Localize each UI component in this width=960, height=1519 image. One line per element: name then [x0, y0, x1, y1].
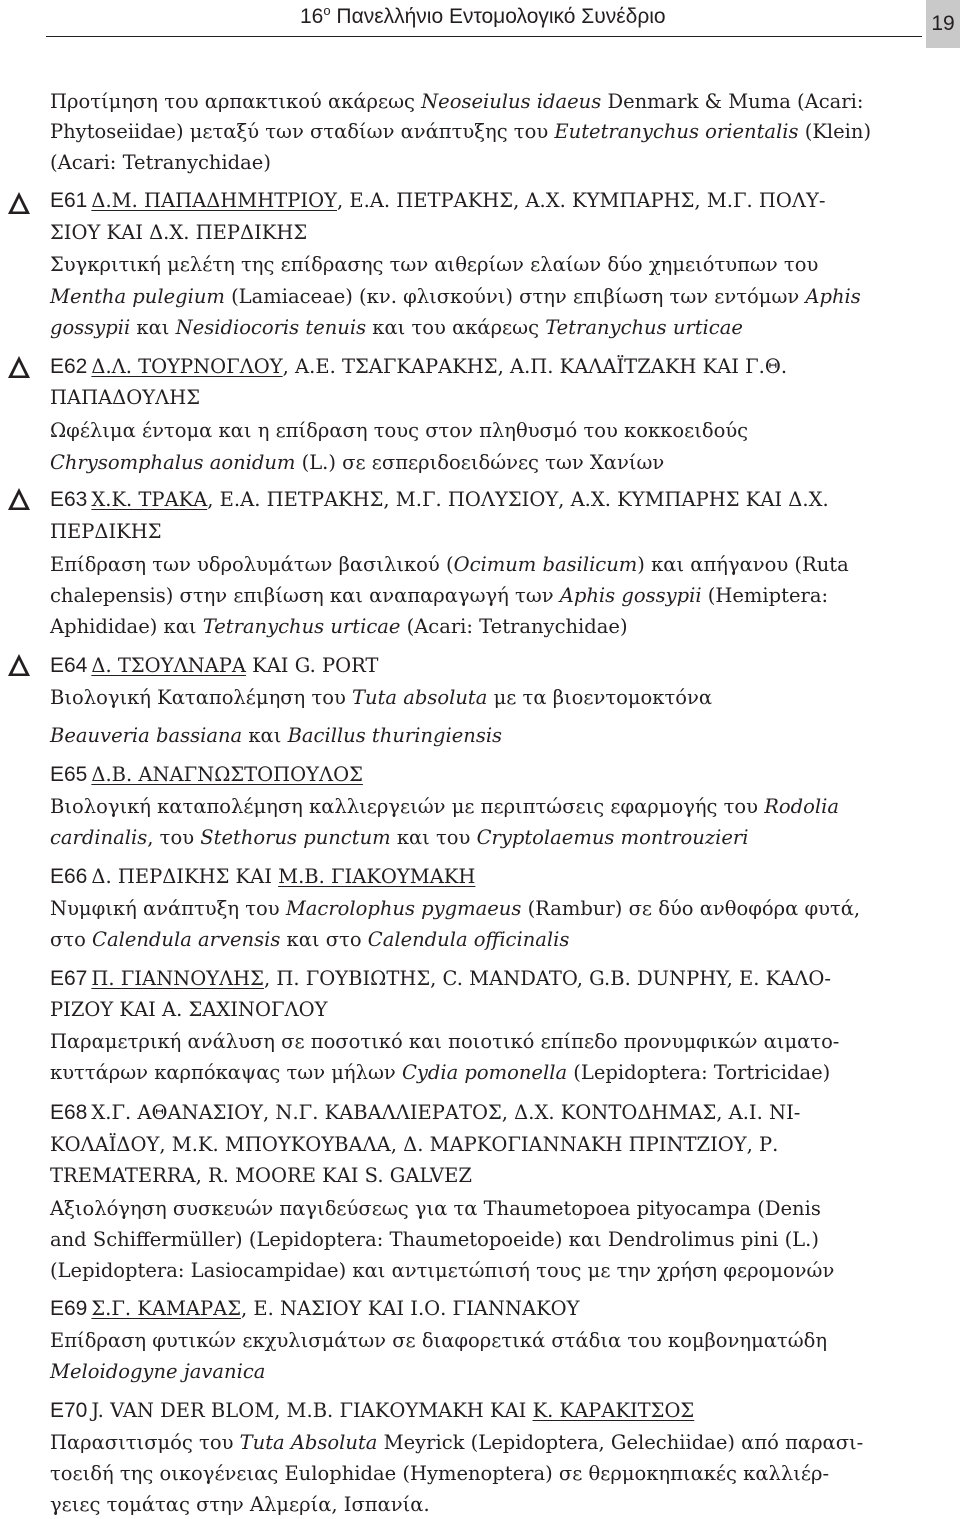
entry-e63-title-line-0: Επίδραση των υδρολυμάτων βασιλικού (Ocimum basilicum) και απήγανου (Ruta — [50, 553, 849, 576]
entry-code: Ε63 — [50, 488, 88, 511]
entry-e68-authors-line-1: ΚΟΛΑΪΔΟΥ, Μ.Κ. ΜΠΟΥΚΟΥΒΑΛΑ, Δ. ΜΑΡΚΟΓΙΑΝΝΑΚΗ ΠΡΙΝΤΖΙΟΥ, Ρ. — [50, 1133, 779, 1156]
entry-e67-title-line-0: Παραμετρική ανάλυση σε ποσοτικό και ποιοτικό επίπεδο προνυμφικών αιματο- — [50, 1030, 840, 1053]
entry-e62-authors-line-0: Ε62 Δ.Λ. ΤΟΥΡΝΟΓΛΟΥ, Α.Ε. ΤΣΑΓΚΑΡΑΚΗΣ, Α.Π. ΚΑΛΑΪΤΖΑΚΗ ΚΑΙ Γ.Θ. — [50, 355, 788, 378]
entry-code: Ε67 — [50, 967, 88, 990]
entry-e61-title-line-0: Συγκριτική μελέτη της επίδρασης των αιθερίων ελαίων δύο χημειότυπων του — [50, 253, 819, 276]
entry-code: Ε69 — [50, 1297, 88, 1320]
entry-e68-authors-line-0: Ε68 Χ.Γ. ΑΘΑΝΑΣΙΟΥ, Ν.Γ. ΚΑΒΑΛΛΙΕΡΑΤΟΣ, Δ.Χ. ΚΟΝΤΟΔΗΜΑΣ, Α.Ι. ΝΙ- — [50, 1101, 801, 1124]
entry-e66-title-line-0: Νυμφική ανάπτυξη του Macrolophus pygmaeus (Rambur) σε δύο ανθοφόρα φυτά, — [50, 897, 861, 920]
conference-title: $16^o$ Πανελλήνιο Εντομολογικό Συνέδριο — [300, 3, 666, 28]
entry-code: Ε66 — [50, 865, 88, 888]
entry-code: Ε64 — [50, 654, 88, 677]
entry-e61-title-line-2: gossypii και Nesidiocoris tenuis και του ακάρεως Tetranychus urticae — [50, 316, 743, 339]
entry-e69-title-line-1: Meloidogyne javanica — [50, 1360, 266, 1383]
entry-e70-title-line-0: Παρασιτισμός του Tuta Absoluta Meyrick (Lepidoptera, Gelechiidae) από παρασι- — [50, 1431, 864, 1454]
entry-e68-title-line-1: and Schiffermüller) (Lepidoptera: Thaumetopoeide) και Dendrolimus pini (L.) — [50, 1228, 819, 1251]
entry-e70-authors-line-0: Ε70 J. VAN DER BLOM, Μ.Β. ΓΙΑΚΟΥΜΑΚΗ ΚΑΙ Κ. ΚΑΡΑΚΙΤΣΟΣ — [50, 1399, 695, 1422]
entry-e62-title-line-1: Chrysomphalus aonidum (L.) σε εσπεριδοειδώνες των Χανίων — [50, 451, 665, 474]
entry-e68-title-line-2: (Lepidoptera: Lasiocampidae) και αντιμετώπισή τους με την χρήση φερομονών — [50, 1259, 835, 1282]
entry-0-title-line-2: (Acari: Tetranychidae) — [50, 151, 271, 174]
entry-e63-title-line-1: chalepensis) στην επιβίωση και αναπαραγωγή των Aphis gossypii (Hemiptera: — [50, 584, 829, 607]
page-number-tab — [926, 0, 960, 48]
entry-e68-title-line-0: Αξιολόγηση συσκευών παγιδεύσεως για τα Thaumetopoea pityocampa (Denis — [50, 1197, 821, 1220]
entry-e67-authors-line-0: Ε67 Π. ΓΙΑΝΝΟΥΛΗΣ, Π. ΓΟΥΒΙΩΤΗΣ, C. MANDATO, G.B. DUNPHY, Ε. ΚΑΛΟ- — [50, 967, 831, 990]
delta-marker-icon — [6, 486, 32, 512]
entry-e63-title-line-2: Aphididae) και Tetranychus urticae (Acari: Tetranychidae) — [50, 615, 628, 638]
entry-0-title-line-0: Προτίμηση του αρπακτικού ακάρεως Neoseiulus idaeus Denmark & Muma (Acari: — [50, 90, 864, 113]
entry-0-title-line-1: Phytoseiidae) μεταξύ των σταδίων ανάπτυξης του Eutetranychus orientalis (Klein) — [50, 120, 872, 143]
delta-marker-icon — [6, 652, 32, 678]
entry-code: Ε62 — [50, 355, 88, 378]
entry-e62-authors-line-1: ΠΑΠΑΔΟΥΛΗΣ — [50, 386, 200, 409]
entry-e67-authors-line-1: ΡΙΖΟΥ ΚΑΙ Α. ΣΑΧΙΝΟΓΛΟΥ — [50, 998, 328, 1021]
entry-e69-authors-line-0: Ε69 Σ.Γ. ΚΑΜΑΡΑΣ, Ε. ΝΑΣΙΟΥ ΚΑΙ Ι.Ο. ΓΙΑΝΝΑΚΟΥ — [50, 1297, 580, 1320]
entry-e69-title-line-0: Επίδραση φυτικών εκχυλισμάτων σε διαφορετικά στάδια του κομβονηματώδη — [50, 1329, 828, 1352]
entry-e67-title-line-1: κυττάρων καρπόκαψας των μήλων Cydia pomonella (Lepidoptera: Tortricidae) — [50, 1061, 831, 1084]
entry-e68-authors-line-2: TREMATERRA, R. MOORE ΚΑΙ S. GALVEZ — [50, 1164, 472, 1187]
entry-e70-title-line-2: γειες τομάτας στην Αλμερία, Ισπανία. — [50, 1493, 430, 1516]
entry-code: Ε61 — [50, 189, 88, 212]
entry-e61-title-line-1: Mentha pulegium (Lamiaceae) (κν. φλισκούνι) στην επιβίωση των εντόμων Aphis — [50, 285, 861, 308]
entry-code: Ε68 — [50, 1101, 88, 1124]
entry-e62-title-line-0: Ωφέλιμα έντομα και η επίδραση τους στον πληθυσμό του κοκκοειδούς — [50, 419, 749, 442]
entry-e65-title-line-0: Βιολογική καταπολέμηση καλλιεργειών με περιπτώσεις εφαρμογής του Rodolia — [50, 795, 839, 818]
header-rule — [46, 36, 922, 37]
entry-e63-authors-line-1: ΠΕΡΔΙΚΗΣ — [50, 520, 162, 543]
entry-e64-authors-line-0: Ε64 Δ. ΤΣΟΥΛΝΑΡΑ ΚΑΙ G. PORT — [50, 654, 379, 677]
delta-marker-icon — [6, 354, 32, 380]
entry-e63-authors-line-0: Ε63 Χ.Κ. ΤΡΑΚΑ, Ε.Α. ΠΕΤΡΑΚΗΣ, Μ.Γ. ΠΟΛΥΣΙΟΥ, Α.Χ. ΚΥΜΠΑΡΗΣ ΚΑΙ Δ.Χ. — [50, 488, 829, 511]
entry-e65-authors-line-0: Ε65 Δ.Β. ΑΝΑΓΝΩΣΤΟΠΟΥΛΟΣ — [50, 763, 363, 786]
entry-code: Ε70 — [50, 1399, 88, 1422]
entry-e61-authors-line-1: ΣΙΟΥ ΚΑΙ Δ.Χ. ΠΕΡΔΙΚΗΣ — [50, 221, 308, 244]
entry-code: Ε65 — [50, 763, 88, 786]
entry-e64-title-line-1: Beauveria bassiana και Bacillus thuringiensis — [50, 724, 503, 747]
entry-e65-title-line-1: cardinalis, του Stethorus punctum και του Cryptolaemus montrouzieri — [50, 826, 749, 849]
delta-marker-icon — [6, 190, 32, 216]
entry-e66-authors-line-0: Ε66 Δ. ΠΕΡΔΙΚΗΣ ΚΑΙ Μ.Β. ΓΙΑΚΟΥΜΑΚΗ — [50, 865, 476, 888]
entry-e61-authors-line-0: Ε61 Δ.Μ. ΠΑΠΑΔΗΜΗΤΡΙΟΥ, Ε.Α. ΠΕΤΡΑΚΗΣ, Α.Χ. ΚΥΜΠΑΡΗΣ, Μ.Γ. ΠΟΛΥ- — [50, 189, 826, 212]
entry-e70-title-line-1: τοειδή της οικογένειας Eulophidae (Hymenoptera) σε θερμοκηπιακές καλλιέρ- — [50, 1462, 830, 1485]
page-header — [0, 0, 960, 48]
entry-e66-title-line-1: στο Calendula arvensis και στο Calendula officinalis — [50, 928, 570, 951]
entry-e64-title-line-0: Βιολογική Καταπολέμηση του Tuta absoluta με τα βιοεντομοκτόνα — [50, 686, 712, 709]
page-number: 19 — [931, 12, 955, 35]
